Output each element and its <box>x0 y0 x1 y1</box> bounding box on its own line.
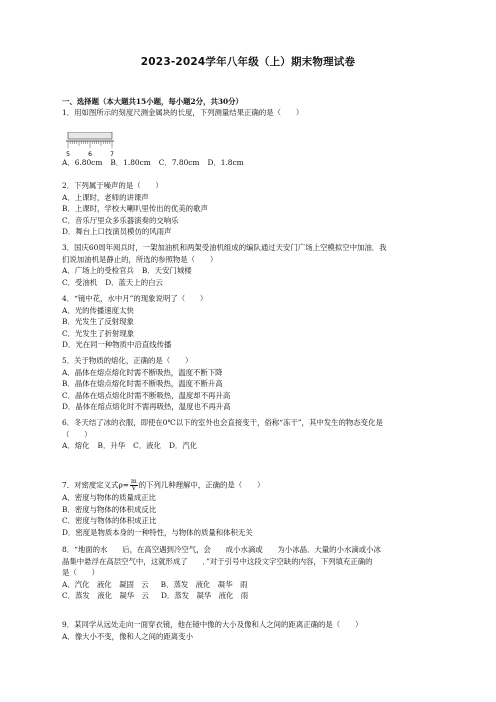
options-row <box>62 157 442 169</box>
question-9 <box>62 619 442 642</box>
option-c[interactable]: C．光发生了折射现象 <box>62 328 135 338</box>
option-d[interactable]: D．汽化 <box>168 441 198 451</box>
option-d[interactable]: D．蒸发 凝华 液化 雨 <box>160 591 249 601</box>
question-stem: 9．某同学从远处走向一面穿衣镜，他在镜中像的大小及像和人之间的距离正确的是（ ） <box>62 620 363 629</box>
density-formula-lhs: ρ= <box>118 480 129 490</box>
option-a[interactable]: A．6.80cm <box>62 158 103 167</box>
question-stem-line-1: 6．冬天结了冰的衣服，即使在0℃以下的室外也会直接变干，俗称“冻干”，其中发生的物态变化是 <box>62 418 383 427</box>
section-heading: 一、选择题（本大题共15小题，每小题2分，共30分） <box>62 97 243 106</box>
ruler-ticks <box>68 141 112 148</box>
question-1-options <box>62 157 442 169</box>
question-stem: 4．“镜中花，水中月”的现象说明了（ ） <box>62 294 208 303</box>
options-row-1 <box>62 579 442 591</box>
option-b[interactable]: B．晶体在熔点熔化时需不断吸热，温度不断升高 <box>62 379 223 389</box>
option-a[interactable]: A．熔化 <box>62 441 90 451</box>
option-a[interactable]: A．光的传播速度太快 <box>62 305 134 315</box>
option-c[interactable]: C．蒸发 液化 凝华 云 <box>62 591 149 601</box>
option-a[interactable]: A．晶体在熔点熔化时需不断吸热，温度不断下降 <box>62 367 223 377</box>
options-row-2 <box>62 277 442 289</box>
ruler-label-6: 6 <box>88 151 92 158</box>
option-d[interactable]: D．光在同一种物质中沿直线传播 <box>62 340 172 350</box>
question-stem-line-1: 3．国庆60周年阅兵时，一架加油机和两架受油机组成的编队通过天安门广场上空模拟空中加油．我 <box>62 243 387 252</box>
option-a[interactable]: A．密度与物体的质量成正比 <box>62 493 157 502</box>
option-c[interactable]: C．7.80cm <box>158 158 200 167</box>
density-fraction <box>130 479 138 492</box>
question-5 <box>62 355 442 413</box>
question-stem-line-2: 们说加油机是静止的，所选的参照物是（ ） <box>62 254 218 264</box>
question-stem-line-1: 8．“地面的水 后，在高空遇到冷空气，会 成小水滴或 为小冰晶．大量的小水滴或小冰 <box>62 545 381 554</box>
stem-prefix: 7．对密度定义式 <box>62 480 119 490</box>
page-title: 2023-2024学年八年级（上）期末物理试卷 <box>140 56 356 68</box>
option-c[interactable]: C．液化 <box>133 441 161 451</box>
metal-block <box>68 132 112 139</box>
ruler-figure <box>66 132 114 158</box>
question-3 <box>62 242 442 288</box>
question-stem: 2．下列属于噪声的是（ ） <box>62 181 163 190</box>
question-4 <box>62 293 442 351</box>
question-stem-line-2: （ ） <box>62 429 92 439</box>
option-a[interactable]: A．广场上的受检官兵 <box>62 266 134 276</box>
option-d[interactable]: D．晶体在熔点熔化时不需再吸热，温度也不再升高 <box>62 402 231 412</box>
question-6 <box>62 417 442 452</box>
option-d[interactable]: D．蓝天上的白云 <box>105 277 163 287</box>
question-stem <box>62 479 442 492</box>
question-2 <box>62 180 442 238</box>
option-a[interactable]: A．汽化 液化 凝固 云 <box>62 579 149 589</box>
options-row-2 <box>62 590 442 602</box>
option-c[interactable]: C．受油机 <box>62 277 98 287</box>
question-stem: 1．用如图所示的刻度尺测金属块的长度，下列测量结果正确的是（ ） <box>62 108 304 117</box>
option-b[interactable]: B．天安门城楼 <box>141 266 192 276</box>
fraction-denominator: V <box>131 485 136 492</box>
option-c[interactable]: C．晶体在熔点熔化时需不断吸热，温度却不再升高 <box>62 390 231 400</box>
option-b[interactable]: B．光发生了反射现象 <box>62 317 134 327</box>
option-b[interactable]: B．密度与物体的体积成反比 <box>62 504 157 514</box>
option-d[interactable]: D．舞台上口技演员模仿的风雨声 <box>62 227 172 237</box>
ruler-label-5: 5 <box>66 151 70 158</box>
option-d[interactable]: D．密度是物质本身的一种特性，与物体的质量和体积无关 <box>62 527 253 537</box>
question-stem-line-2: 晶集中悬浮在高层空气中，这就形成了 ．”对于引号中这段文字空缺的内容，下列填充正确的 <box>62 556 373 566</box>
question-8 <box>62 544 442 602</box>
option-a[interactable]: A．上课时，老师的讲课声 <box>62 192 149 202</box>
option-d[interactable]: D．1.8cm <box>207 158 244 167</box>
question-7 <box>62 479 442 538</box>
ruler-label-7: 7 <box>110 151 114 158</box>
question-stem: 5．关于物质的熔化，正确的是（ ） <box>62 356 193 365</box>
option-b[interactable]: B．1.80cm <box>110 158 151 167</box>
option-b[interactable]: B．上课时，学校大喇叭里传出的优美的歌声 <box>62 204 208 214</box>
stem-suffix: 的下列几种理解中，正确的是（ ） <box>138 480 265 490</box>
options-row <box>62 440 442 452</box>
option-a[interactable]: A．像大小不变，像和人之间的距离变小 <box>62 631 193 641</box>
fraction-numerator: m <box>130 478 137 485</box>
option-c[interactable]: C．音乐厅里众多乐器演奏的交响乐 <box>62 215 179 225</box>
option-c[interactable]: C．密度与物体的体积成正比 <box>62 516 157 526</box>
option-b[interactable]: B．升华 <box>97 441 126 451</box>
option-b[interactable]: B．蒸发 液化 凝华 雨 <box>160 579 248 589</box>
options-row-1 <box>62 265 442 277</box>
question-1 <box>62 107 442 119</box>
question-stem-line-3: 是（ ） <box>62 568 99 578</box>
